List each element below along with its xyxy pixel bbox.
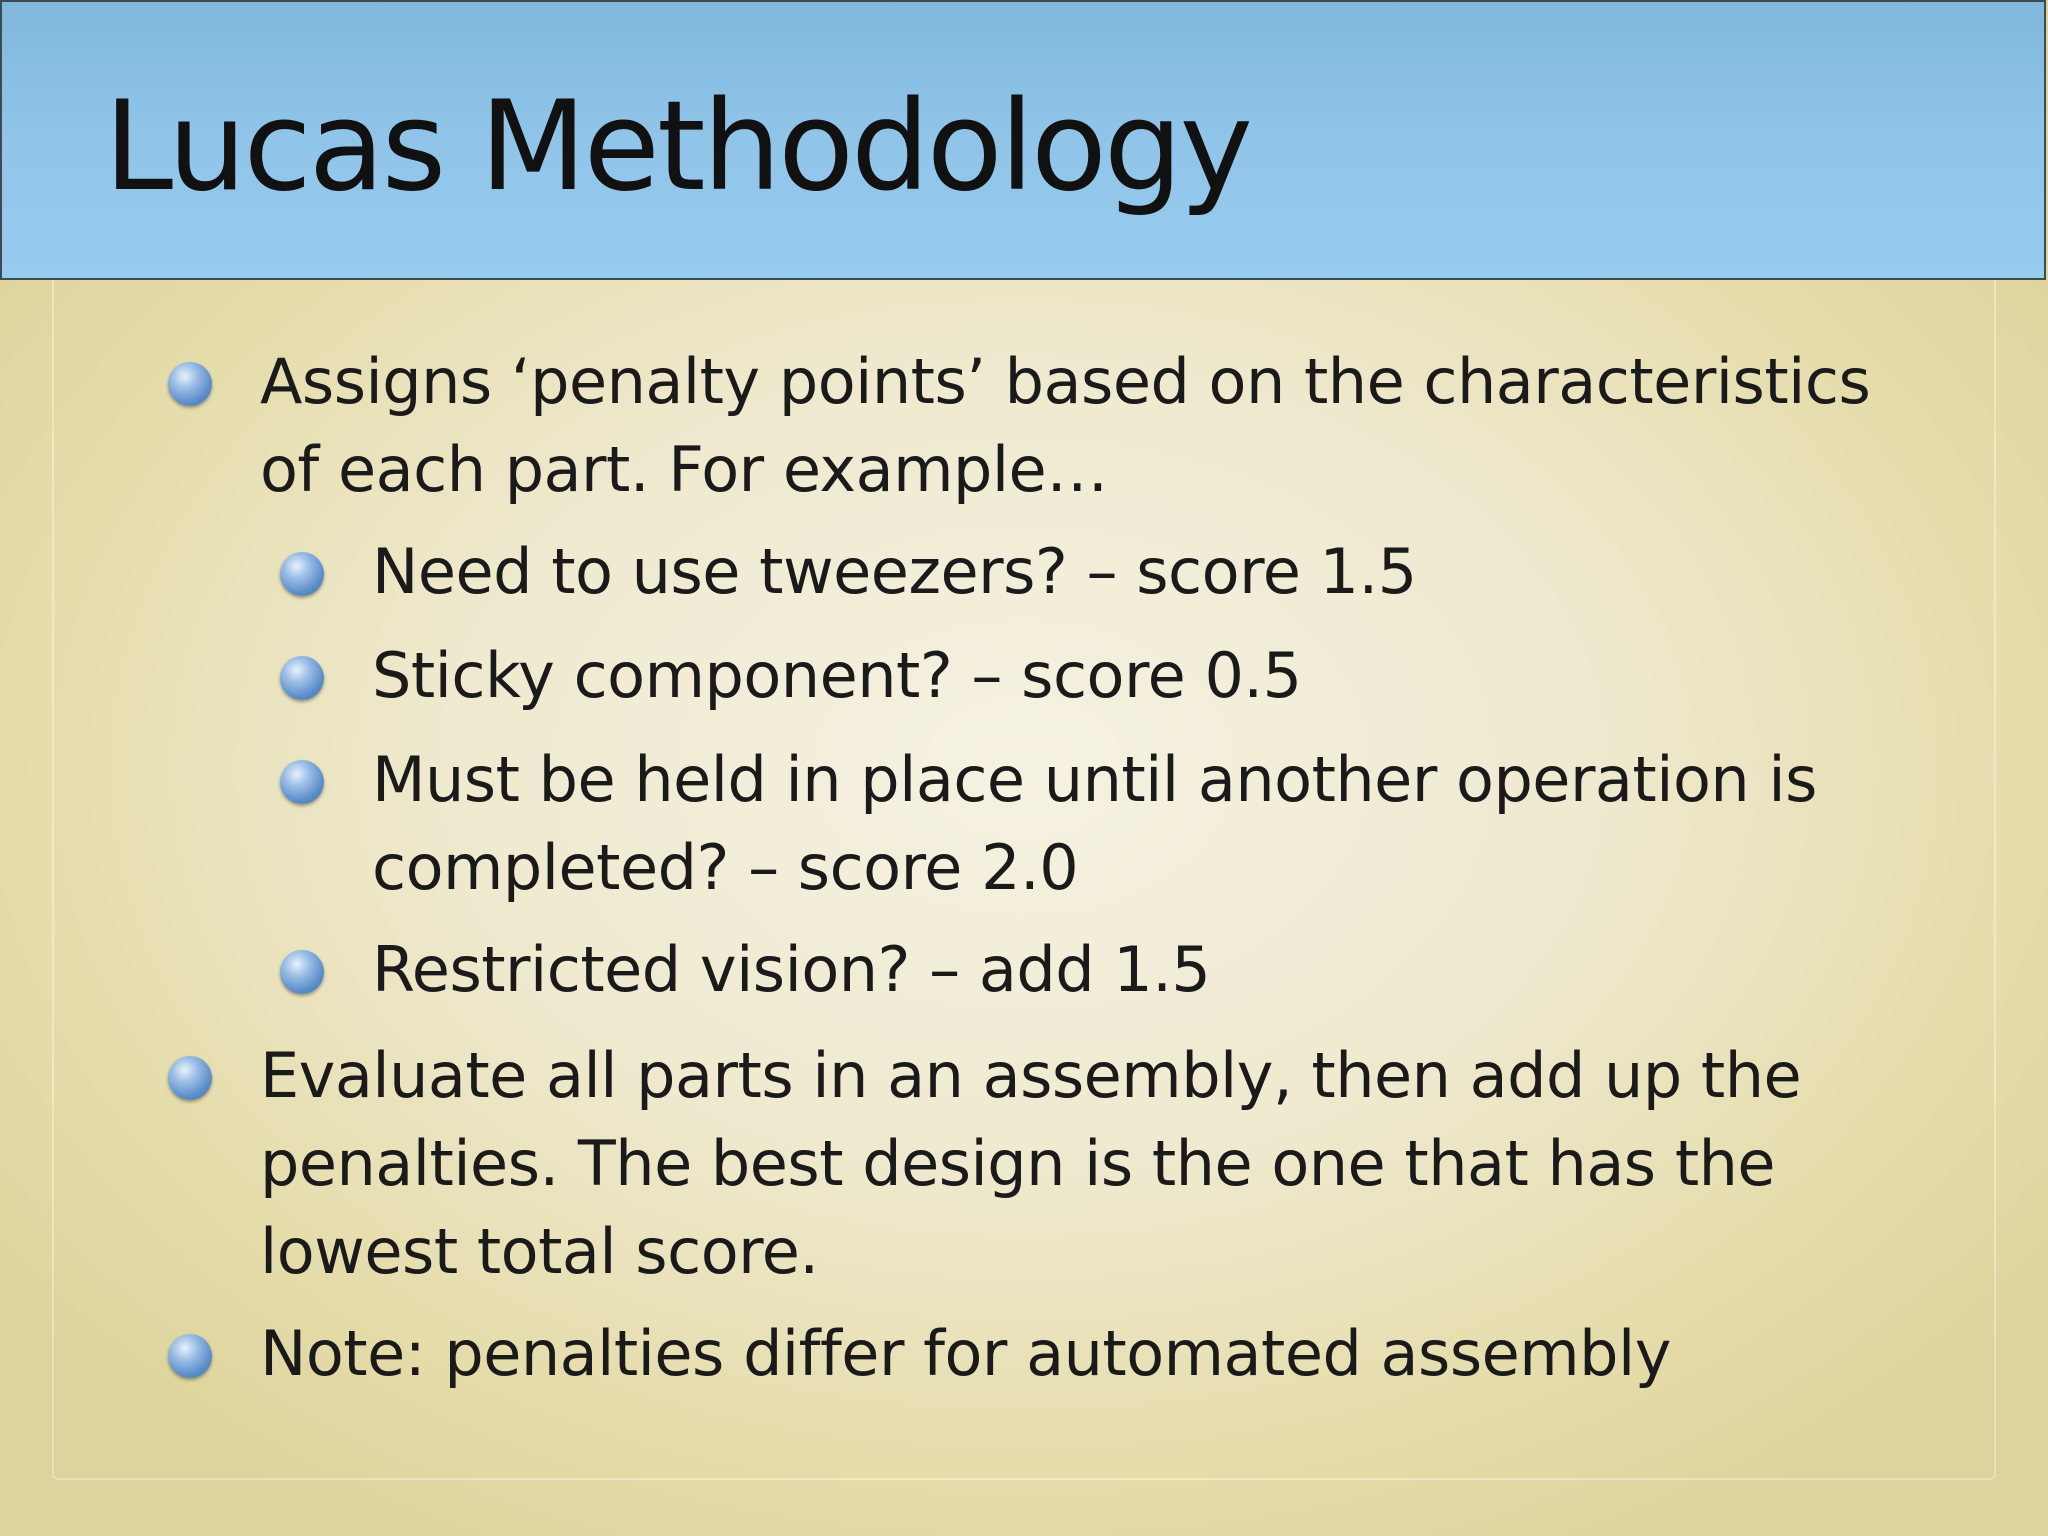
bullet-dot-icon — [168, 362, 212, 406]
bullet-item — [372, 926, 1210, 1014]
bullet-dot-icon — [168, 1056, 212, 1100]
bullet-dot-icon — [280, 656, 324, 700]
bullet-text-line: Need to use tweezers? – score 1.5 — [372, 535, 1417, 608]
bullet-item — [372, 632, 1302, 720]
bullet-text-line: of each part. For example… — [260, 433, 1108, 506]
bullet-dot-icon — [280, 950, 324, 994]
bullet-text-line: lowest total score. — [260, 1215, 819, 1288]
slide-title: Lucas Methodology — [104, 75, 1251, 219]
bullet-text-line: Evaluate all parts in an assembly, then add up the — [260, 1039, 1802, 1112]
bullet-item — [260, 1310, 1671, 1398]
bullet-text-line: completed? – score 2.0 — [372, 831, 1079, 904]
bullet-text-line: Must be held in place until another operation is — [372, 743, 1817, 816]
bullet-dot-icon — [280, 552, 324, 596]
bullet-dot-icon — [168, 1334, 212, 1378]
bullet-text-line: Assigns ‘penalty points’ based on the characteristics — [260, 345, 1871, 418]
bullet-text-line: Note: penalties differ for automated assembly — [260, 1317, 1671, 1390]
bullet-text-line: Restricted vision? – add 1.5 — [372, 933, 1211, 1006]
bullet-text-line: Sticky component? – score 0.5 — [372, 639, 1302, 712]
bullet-text-line: penalties. The best design is the one that has the — [260, 1127, 1776, 1200]
bullet-item — [260, 338, 1870, 514]
bullet-dot-icon — [280, 760, 324, 804]
bullet-item — [260, 1032, 1801, 1296]
bullet-item — [372, 736, 1817, 912]
bullet-item — [372, 528, 1417, 616]
